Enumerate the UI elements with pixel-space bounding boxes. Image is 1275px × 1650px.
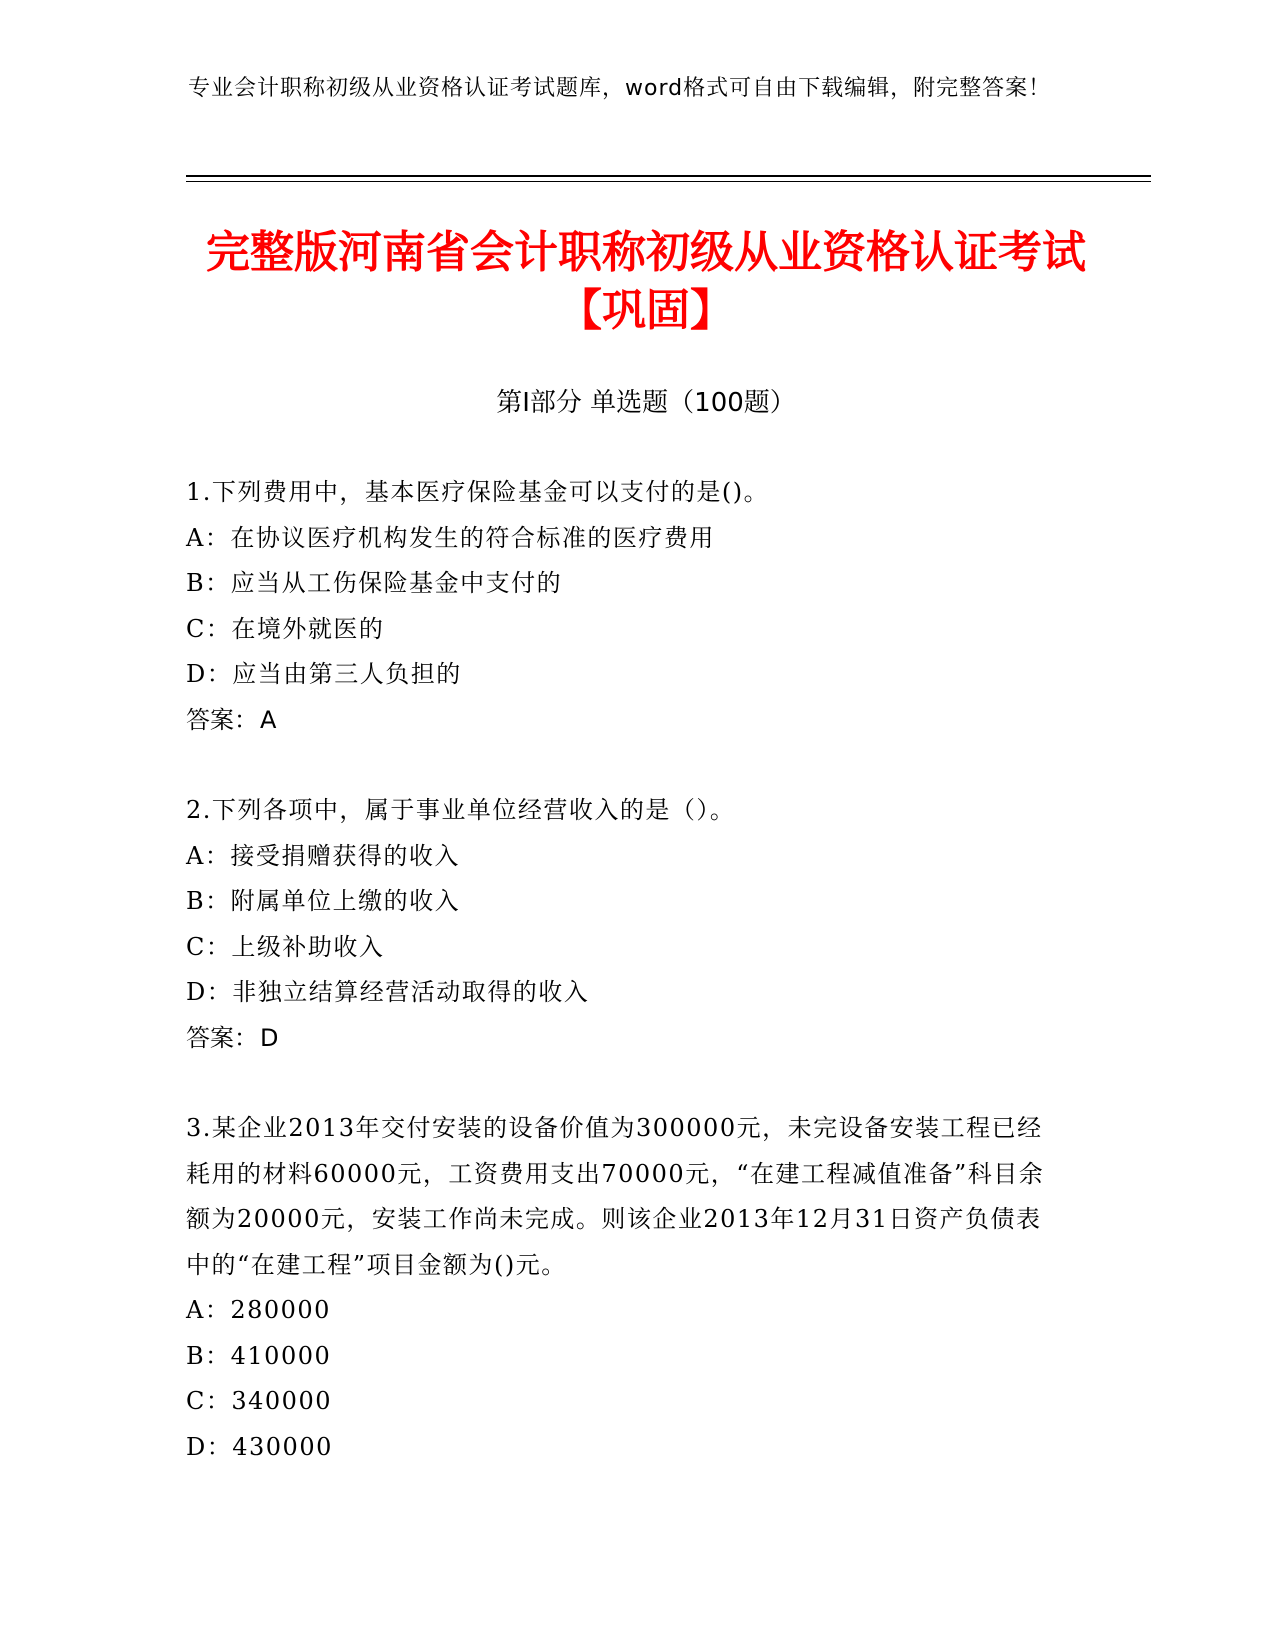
answer-label: 答案： — [186, 1023, 258, 1052]
answer-line — [186, 1016, 1066, 1062]
question-2 — [186, 788, 1066, 1061]
question-3 — [186, 1106, 1066, 1470]
option-a: A：在协议医疗机构发生的符合标准的医疗费用 — [186, 523, 715, 552]
answer-value: A — [260, 705, 277, 734]
answer-line — [186, 698, 1066, 744]
option-b: B：附属单位上缴的收入 — [186, 887, 461, 915]
option-c: C：在境外就医的 — [186, 614, 385, 643]
answer-label: 答案： — [186, 705, 258, 734]
header-note: 专业会计职称初级从业资格认证考试题库，word格式可自由下载编辑，附完整答案！ — [188, 76, 1052, 101]
section-heading: 第Ⅰ部分 单选题（100题） — [496, 388, 796, 418]
header-divider-thin — [186, 181, 1151, 182]
question-1 — [186, 470, 1066, 743]
header-divider-thick — [186, 175, 1151, 177]
option-d: D：非独立结算经营活动取得的收入 — [186, 978, 590, 1006]
document-title: 完整版河南省会计职称初级从业资格认证考试【巩固】 — [206, 227, 1086, 336]
option-a: A：280000 — [186, 1296, 331, 1324]
option-c: C：340000 — [186, 1387, 332, 1415]
option-c: C：上级补助收入 — [186, 932, 385, 961]
question-text: 3.某企业2013年交付安装的设备价值为300000元，未完设备安装工程已经耗用的材料60000元，工资费用支出70000元，“在建工程减值准备”科目余额为20000元，安装工作尚未完成。则该企业2013年12月31日资产负债表中的“在建工程”项目金额为()元。 — [186, 1114, 1045, 1279]
answer-value: D — [260, 1023, 279, 1052]
option-d: D：应当由第三人负担的 — [186, 660, 462, 688]
option-d: D：430000 — [186, 1432, 333, 1461]
option-a: A：接受捐赠获得的收入 — [186, 841, 460, 870]
question-text: 1.下列费用中，基本医疗保险基金可以支付的是()。 — [186, 478, 770, 506]
option-b: B：应当从工伤保险基金中支付的 — [186, 569, 563, 597]
question-text: 2.下列各项中，属于事业单位经营收入的是（）。 — [186, 796, 736, 824]
question-list — [186, 470, 1066, 1515]
option-b: B：410000 — [186, 1341, 332, 1370]
